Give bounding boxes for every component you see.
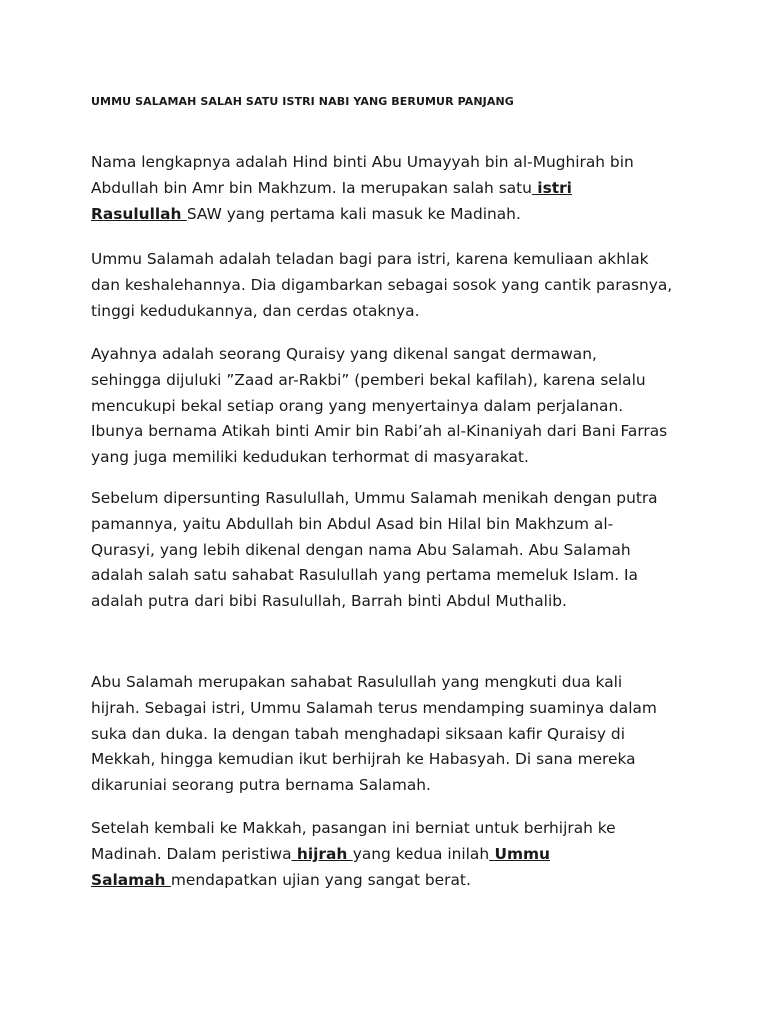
link-ummu[interactable]: Ummu [489,844,551,863]
paragraph-line: Mekkah, hingga kemudian ikut berhijrah ke Habasyah. Di sana mereka [91,750,636,769]
link-istri[interactable]: istri [531,178,572,197]
paragraph-line: Qurasyi, yang lebih dikenal dengan nama Abu Salamah. Abu Salamah [91,540,631,559]
paragraph-line: Abu Salamah merupakan sahabat Rasulullah yang mengkuti dua kali [91,673,623,691]
text-segment: mendapatkan ujian yang sangat berat. [170,870,471,889]
paragraph-line [91,202,634,228]
paragraph-line: Ibunya bernama Atikah binti Amir bin Rabi’ah al-Kinaniyah dari Bani Farras [91,422,668,441]
paragraph-6 [91,816,616,893]
document-title: UMMU SALAMAH SALAH SATU ISTRI NABI YANG BERUMUR PANJANG [91,95,514,108]
paragraph-4 [91,486,658,615]
paragraph-line: dikaruniai seorang putra bernama Salamah. [91,776,431,795]
paragraph-line: hijrah. Sebagai istri, Ummu Salamah terus mendamping suaminya dalam [91,698,657,717]
link-salamah[interactable]: Salamah [91,870,171,889]
text-segment: Nama lengkapnya adalah Hind binti Abu Umayyah bin al-Mughirah bin [91,153,634,171]
paragraph-line: Ayahnya adalah seorang Quraisy yang dikenal sangat dermawan, [91,345,597,363]
paragraph-line [91,176,634,202]
text-segment: SAW yang pertama kali masuk ke Madinah. [186,204,521,223]
text-segment: Madinah. Dalam peristiwa [91,844,292,863]
paragraph-line: suka dan duka. Ia dengan tabah menghadapi siksaan kafir Quraisy di [91,724,625,743]
link-rasulullah[interactable]: Rasulullah [91,204,187,223]
paragraph-2 [91,247,672,324]
link-hijrah[interactable]: hijrah [291,844,353,863]
paragraph-line: tinggi kedudukannya, dan cerdas otaknya. [91,301,420,320]
paragraph-line: Setelah kembali ke Makkah, pasangan ini berniat untuk berhijrah ke [91,819,616,837]
text-segment: Abdullah bin Amr bin Makhzum. Ia merupakan salah satu [91,178,532,197]
paragraph-line [91,150,634,176]
text-segment: yang kedua inilah [352,844,490,863]
paragraph-line: Ummu Salamah adalah teladan bagi para istri, karena kemuliaan akhlak [91,250,649,268]
paragraph-line [91,842,616,868]
paragraph-1 [91,150,634,227]
paragraph-3 [91,342,667,471]
paragraph-line: dan keshalehannya. Dia digambarkan sebagai sosok yang cantik parasnya, [91,275,673,294]
paragraph-5 [91,670,657,799]
paragraph-line: adalah salah satu sahabat Rasulullah yang pertama memeluk Islam. Ia [91,566,638,585]
paragraph-line: sehingga dijuluki ”Zaad ar-Rakbi” (pemberi bekal kafilah), karena selalu [91,370,646,389]
paragraph-line: pamannya, yaitu Abdullah bin Abdul Asad bin Hilal bin Makhzum al- [91,514,614,533]
paragraph-line [91,868,616,894]
paragraph-line: Sebelum dipersunting Rasulullah, Ummu Salamah menikah dengan putra [91,489,658,507]
paragraph-line: adalah putra dari bibi Rasulullah, Barrah binti Abdul Muthalib. [91,592,567,611]
paragraph-line: mencukupi bekal setiap orang yang menyertainya dalam perjalanan. [91,396,624,415]
paragraph-line: yang juga memiliki kedudukan terhormat di masyarakat. [91,448,529,467]
